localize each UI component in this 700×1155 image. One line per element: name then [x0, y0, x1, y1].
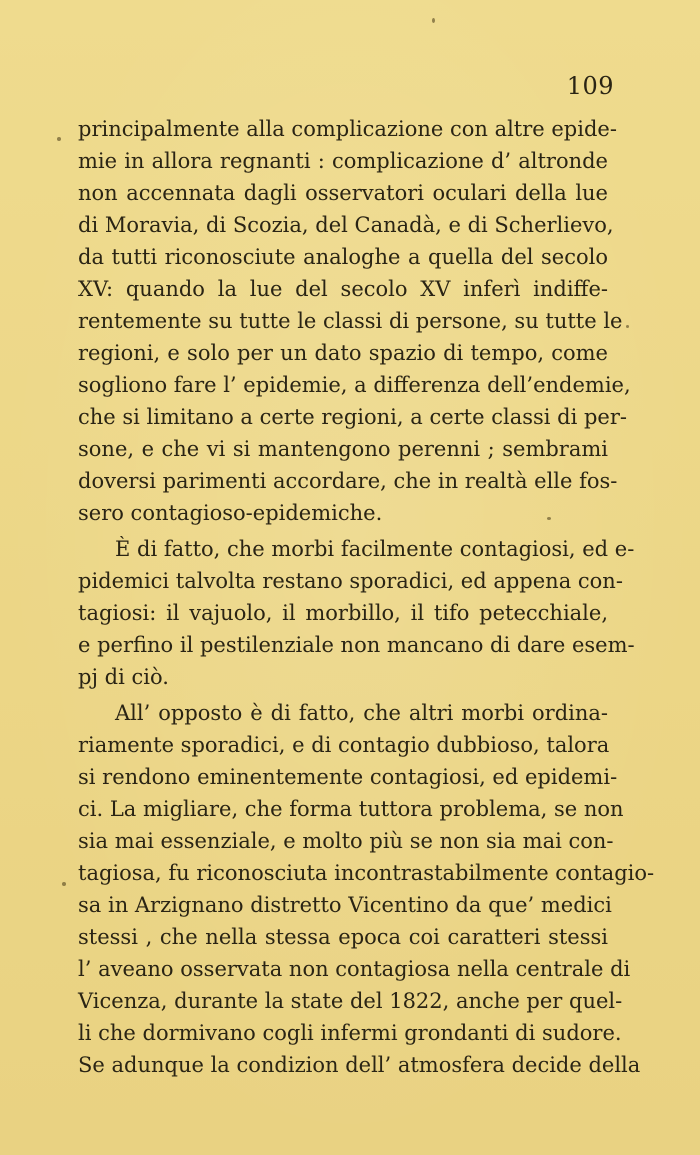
text-line: stessi , che nella stessa epoca coi caratteri stessi	[78, 925, 608, 949]
paragraph-3	[78, 697, 655, 1081]
text-line: sone, e che vi si mantengono perenni ; sembrami	[78, 437, 608, 461]
text-line: sero contagioso-epidemiche.	[78, 501, 383, 525]
text-line: È di fatto, che morbi facilmente contagiosi, ed e-	[115, 537, 635, 561]
text-line: XV: quando la lue del secolo XV inferì indiffe-	[78, 277, 608, 301]
text-line: doversi parimenti accordare, che in realtà elle fos-	[78, 469, 618, 493]
text-line: Vicenza, durante la state del 1822, anche per quel-	[78, 989, 623, 1013]
paragraph-2	[78, 533, 635, 693]
text-line: sogliono fare l’ epidemie, a differenza dell’endemie,	[78, 373, 631, 397]
paper-speck	[626, 325, 629, 328]
text-line: pidemici talvolta restano sporadici, ed appena con-	[78, 569, 623, 593]
text-line: tagiosa, fu riconosciuta incontrastabilmente contagio-	[78, 861, 655, 885]
text-line: si rendono eminentemente contagiosi, ed epidemi-	[78, 765, 618, 789]
text-line: tagiosi: il vajuolo, il morbillo, il tifo petecchiale,	[78, 601, 608, 625]
text-line: di Moravia, di Scozia, del Canadà, e di Scherlievo,	[78, 213, 614, 237]
text-line: riamente sporadici, e di contagio dubbioso, talora	[78, 733, 610, 757]
text-line: Se adunque la condizion dell’ atmosfera decide della	[78, 1053, 641, 1077]
text-line: pj di ciò.	[78, 665, 169, 689]
text-line: li che dormivano cogli infermi grondanti di sudore.	[78, 1021, 622, 1045]
text-line: mie in allora regnanti : complicazione d’ altronde	[78, 149, 608, 173]
text-line: l’ aveano osservata non contagiosa nella centrale di	[78, 957, 631, 981]
paper-speck	[57, 137, 61, 141]
text-line: All’ opposto è di fatto, che altri morbi ordina-	[115, 701, 608, 725]
text-line: da tutti riconosciute analoghe a quella del secolo	[78, 245, 608, 269]
paper-speck	[432, 18, 435, 23]
text-line: principalmente alla complicazione con altre epide-	[78, 117, 617, 141]
text-line: sia mai essenziale, e molto più se non sia mai con-	[78, 829, 614, 853]
page-number: 109	[566, 72, 614, 100]
paper-speck	[547, 517, 551, 520]
paper-speck	[62, 882, 66, 886]
text-line: che si limitano a certe regioni, a certe classi di per-	[78, 405, 627, 429]
text-line: e perfino il pestilenziale non mancano di dare esem-	[78, 633, 635, 657]
paragraph-1	[78, 113, 631, 529]
text-line: sa in Arzignano distretto Vicentino da que’ medici	[78, 893, 612, 917]
text-line: regioni, e solo per un dato spazio di tempo, come	[78, 341, 608, 365]
body-text	[78, 113, 655, 1081]
text-line: non accennata dagli osservatori oculari della lue	[78, 181, 608, 205]
text-line: ci. La migliare, che forma tuttora problema, se non	[78, 797, 624, 821]
text-line: rentemente su tutte le classi di persone, su tutte le	[78, 309, 623, 333]
